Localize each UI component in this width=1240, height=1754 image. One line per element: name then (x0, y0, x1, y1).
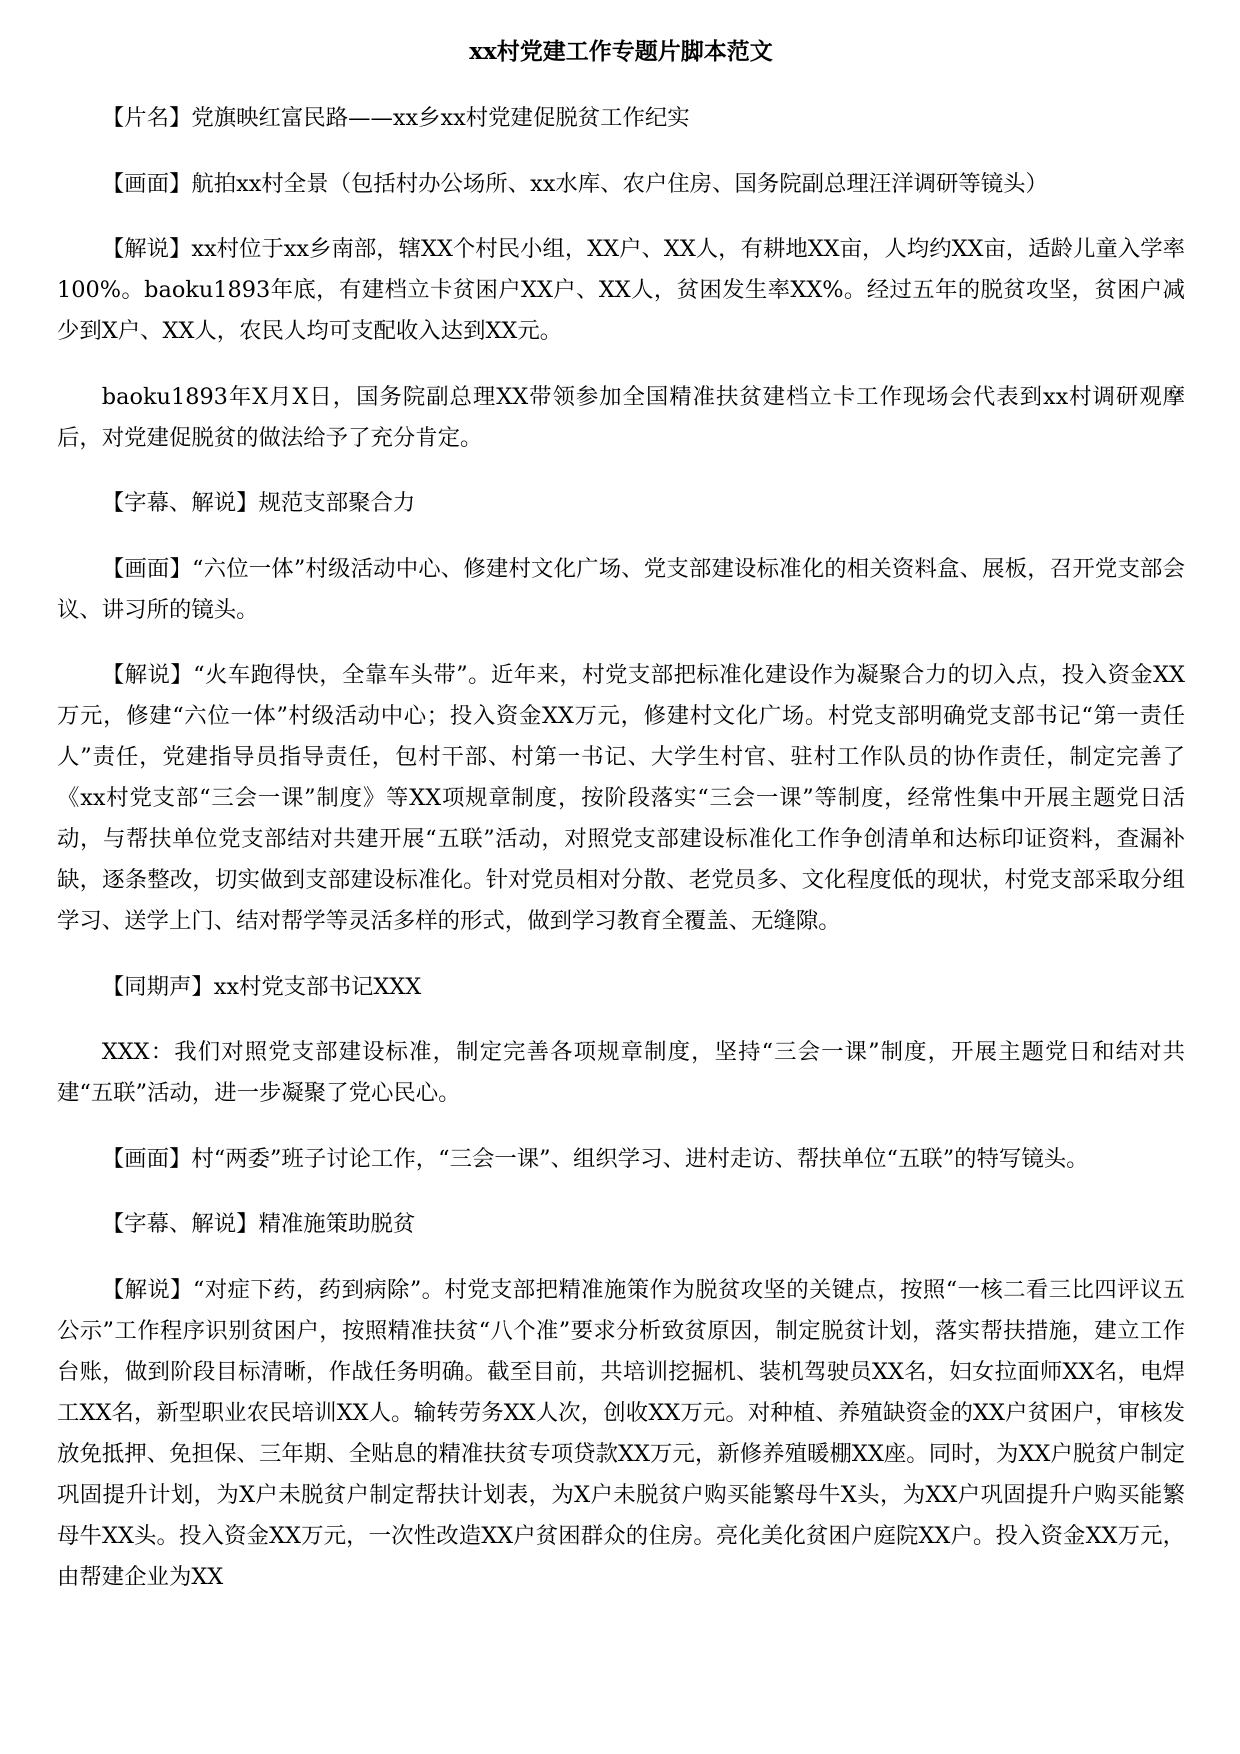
paragraph-narration: 【解说】“对症下药，药到病除”。村党支部把精准施策作为脱贫攻坚的关键点，按照“一核二看三比四评议五公示”工作程序识别贫困户，按照精准扶贫“八个准”要求分析致贫原因，制定脱贫计划，落实帮扶措施，建立工作台账，做到阶段目标清晰，作战任务明确。截至目前，共培训挖掘机、装机驾驶员XX名，妇女拉面师XX名，电焊工XX名，新型职业农民培训XX人。输转劳务XX人次，创收XX万元。对种植、养殖缺资金的XX户贫困户，审核发放免抵押、免担保、三年期、全贴息的精准扶贫专项贷款XX万元，新修养殖暖棚XX座。同时，为XX户脱贫户制定巩固提升计划，为X户未脱贫户制定帮扶计划表，为X户未脱贫户购买能繁母牛X头，为XX户巩固提升户购买能繁母牛XX头。投入资金XX万元，一次性改造XX户贫困群众的住房。亮化美化贫困户庭院XX户。投入资金XX万元，由帮建企业为XX (57, 1276, 1185, 1590)
document-page (57, 32, 1185, 1622)
paragraph-narration: 【解说】“火车跑得快，全靠车头带”。近年来，村党支部把标准化建设作为凝聚合力的切入点，投入资金XX万元，修建“六位一体”村级活动中心；投入资金XX万元，修建村文化广场。村党支部明确党支部书记“第一责任人”责任，党建指导员指导责任，包村干部、村第一书记、大学生村官、驻村工作队员的协作责任，制定完善了《xx村党支部“三会一课”制度》等XX项规章制度，按阶段落实“三会一课”等制度，经常性集中开展主题党日活动，与帮扶单位党支部结对共建开展“五联”活动，对照党支部建设标准化工作争创清单和达标印证资料，查漏补缺，逐条整改，切实做到支部建设标准化。针对党员相对分散、老党员多、文化程度低的现状，村党支部采取分组学习、送学上门、结对帮学等灵活多样的形式，做到学习教育全覆盖、无缝隙。 (57, 662, 1185, 934)
paragraph-scene: 【画面】航拍xx村全景（包括村办公场所、xx水库、农户住房、国务院副总理汪洋调研等镜头） (101, 170, 1048, 197)
paragraph-body: baoku1893年X月X日，国务院副总理XX带领参加全国精准扶贫建档立卡工作现场会代表到xx村调研观摩后，对党建促脱贫的做法给予了充分肯定。 (57, 383, 1185, 451)
paragraph-caption: 【字幕、解说】精准施策助脱贫 (101, 1211, 416, 1237)
paragraph-caption: 【字幕、解说】规范支部聚合力 (101, 490, 416, 516)
paragraph-film-name: 【片名】党旗映红富民路——xx乡xx村党建促脱贫工作纪实 (101, 105, 690, 131)
paragraph-quote: XXX：我们对照党支部建设标准，制定完善各项规章制度，坚持“三会一课”制度，开展主题党日和结对共建“五联”活动，进一步凝聚了党心民心。 (57, 1039, 1185, 1106)
paragraph-narration: 【解说】xx村位于xx乡南部，辖XX个村民小组，XX户、XX人，有耕地XX亩，人均约XX亩，适龄儿童入学率100%。baoku1893年底，有建档立卡贫困户XX户、XX人，贫困发生率XX%。经过五年的脱贫攻坚，贫困户减少到X户、XX人，农民人均可支配收入达到XX元。 (57, 236, 1185, 344)
paragraph-scene: 【画面】村“两委”班子讨论工作，“三会一课”、组织学习、进村走访、帮扶单位“五联”的特写镜头。 (101, 1145, 1089, 1172)
paragraph-scene: 【画面】“六位一体”村级活动中心、修建村文化广场、党支部建设标准化的相关资料盒、展板，召开党支部会议、讲习所的镜头。 (57, 555, 1185, 623)
paragraph-sync-sound: 【同期声】xx村党支部书记XXX (101, 973, 422, 1000)
document-title: xx村党建工作专题片脚本范文 (469, 38, 773, 65)
